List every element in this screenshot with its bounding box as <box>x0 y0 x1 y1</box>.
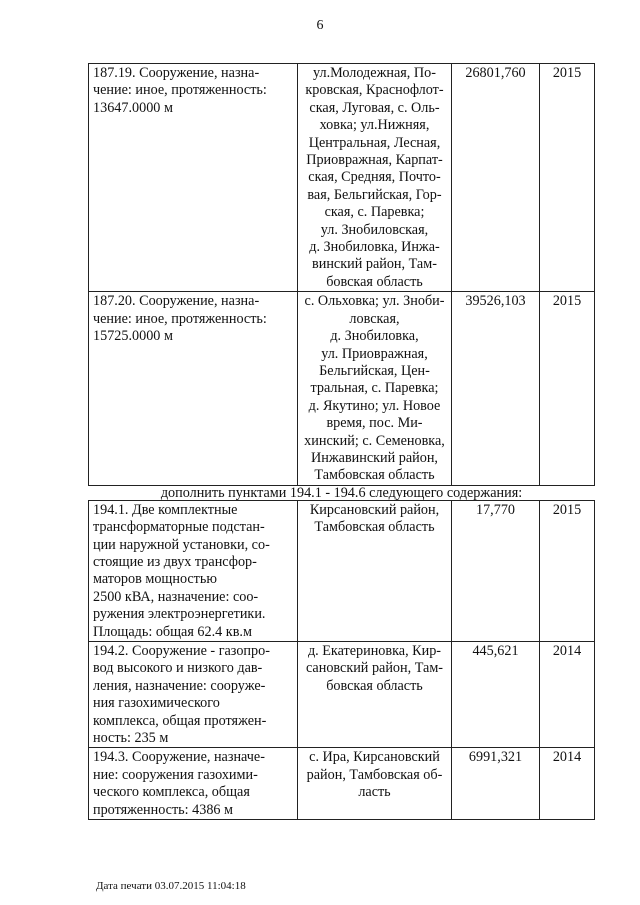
object-year: 2014 <box>540 748 595 820</box>
object-address: д. Екатериновка, Кир- сановский район, Там- бовская область <box>298 642 452 748</box>
object-year: 2015 <box>540 64 595 292</box>
property-table <box>88 63 595 820</box>
object-value: 445,621 <box>452 642 540 748</box>
object-year: 2015 <box>540 292 595 485</box>
print-date: Дата печати 03.07.2015 11:04:18 <box>96 880 246 892</box>
object-description: 194.2. Сооружение - газопро- вод высокого и низкого дав- ления, назначение: сооруже- ния газохимического комплекса, общая протяжен- ность: 235 м <box>89 642 298 748</box>
object-value: 39526,103 <box>452 292 540 485</box>
object-address: с. Ира, Кирсановский район, Тамбовская об- ласть <box>298 748 452 820</box>
separator-row <box>89 485 595 500</box>
object-value: 6991,321 <box>452 748 540 820</box>
object-description: 187.19. Сооружение, назна- чение: иное, протяженность: 13647.0000 м <box>89 64 298 292</box>
object-address: ул.Молодежная, По- кровская, Краснофлот- ская, Луговая, с. Оль- ховка; ул.Нижняя, Центральная, Лесная, Приовражная, Карпат- ская, Средняя, Почто- вая, Бельгийская, Гор- ская, с. Паревка; ул. Знобиловская, д. Знобиловка, Инжа- винский район, Там- бовская область <box>298 64 452 292</box>
page-number: 6 <box>316 18 324 33</box>
object-description: 187.20. Сооружение, назна- чение: иное, протяженность: 15725.0000 м <box>89 292 298 485</box>
object-address: Кирсановский район, Тамбовская область <box>298 500 452 641</box>
table-row <box>89 748 595 820</box>
object-value: 26801,760 <box>452 64 540 292</box>
object-value: 17,770 <box>452 500 540 641</box>
table-row <box>89 64 595 292</box>
table-row <box>89 642 595 748</box>
object-description: 194.3. Сооружение, назначе- ние: сооружения газохими- ческого комплекса, общая протяженность: 4386 м <box>89 748 298 820</box>
table-row <box>89 292 595 485</box>
object-description: 194.1. Две комплектные трансформаторные подстан- ции наружной установки, со- стоящие из двух трансфор- маторов мощностью 2500 кВА, назначение: соо- ружения электроэнергетики. Площадь: общая 62.4 кв.м <box>89 500 298 641</box>
table-row <box>89 500 595 641</box>
object-year: 2015 <box>540 500 595 641</box>
object-year: 2014 <box>540 642 595 748</box>
amendment-note: дополнить пунктами 194.1 - 194.6 следующего содержания: <box>89 485 595 500</box>
object-address: с. Ольховка; ул. Зноби- ловская, д. Знобиловка, ул. Приовражная, Бельгийская, Цен- тральная, с. Паревка; д. Якутино; ул. Новое время, пос. Ми- хинский; с. Семеновка, Инжавинский район, Тамбовская область <box>298 292 452 485</box>
